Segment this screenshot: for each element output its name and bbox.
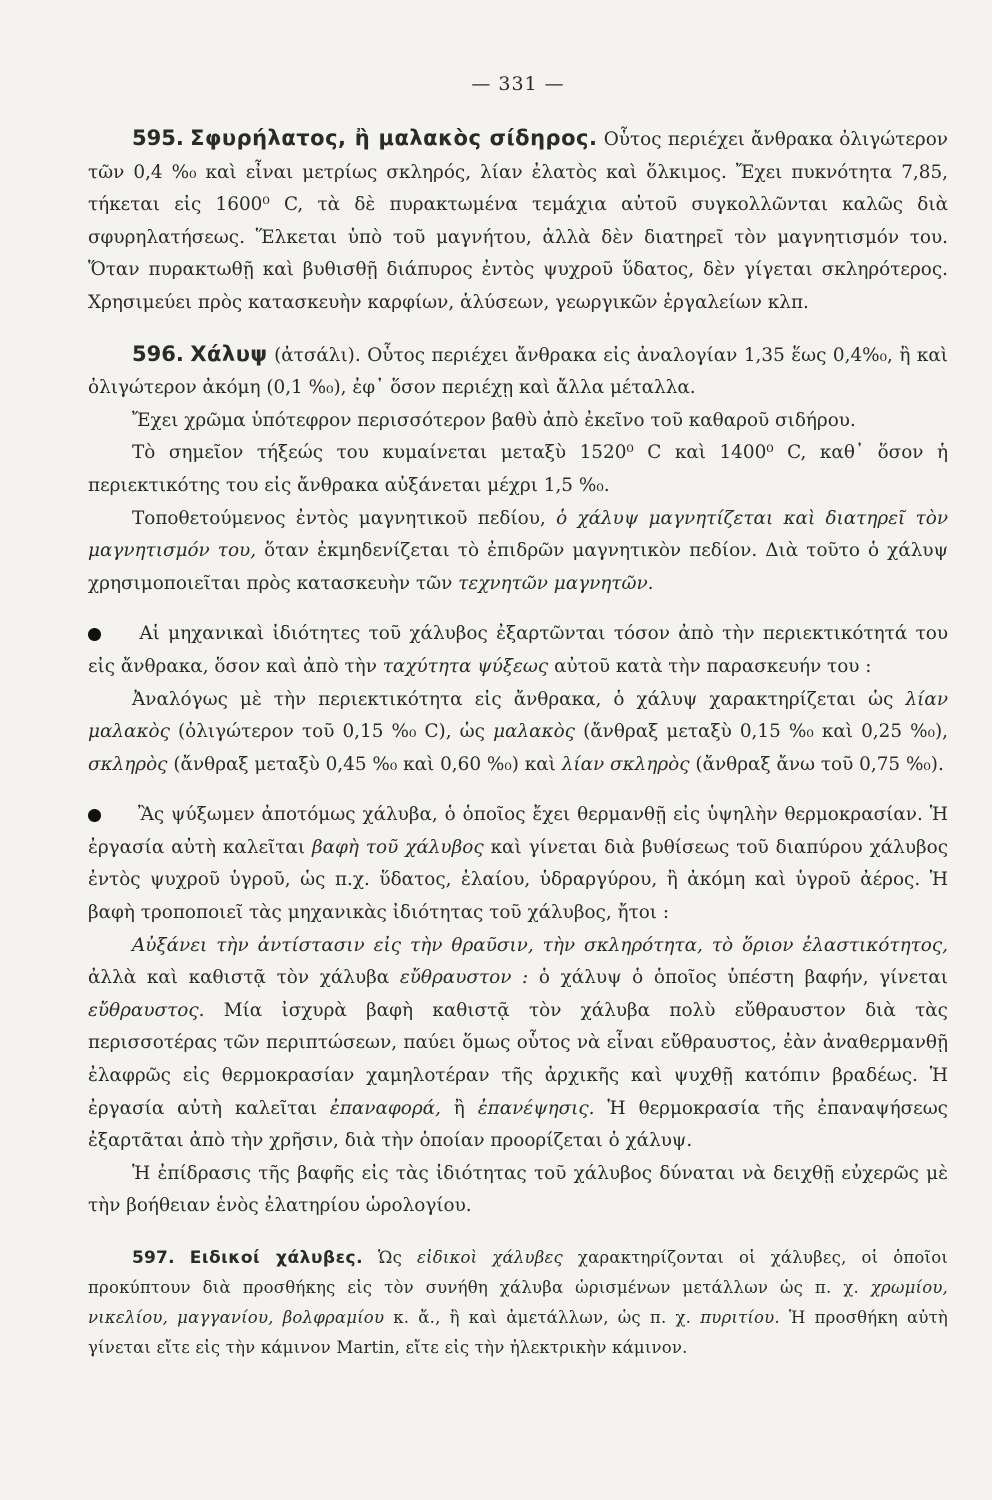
- text-run: Αἱ μηχανικαὶ ἰδιότητες τοῦ χάλυβος ἐξαρτῶνται τόσον ἀπὸ τὴν περιεκτικότητά του εἰς ἄνθρακα, ὅσον καὶ ἀπὸ τὴν: [88, 623, 948, 677]
- emphasis: ἐπανέψησις.: [477, 1097, 595, 1119]
- page-number: — 331 —: [471, 73, 565, 95]
- text-run: ἢ: [453, 1097, 465, 1119]
- text-run: καὶ γίνεται διὰ βυθίσεως τοῦ διαπύρου χάλυβος ἐντὸς ψυχροῦ ὑγροῦ, ὡς π.χ. ὕδατος, ἐλαίου, ὑδραργύρου, ἢ ἀκόμη καὶ ὑγροῦ ἀέρος. Ἡ βαφὴ τροποποιεῖ τὰς μηχανικὰς ἰδιότητας τοῦ χάλυβος, ἤτοι :: [88, 836, 949, 924]
- section-596-subtitle: (ἀτσάλι).: [274, 344, 361, 366]
- text-run: (ὀλιγώτερον τοῦ 0,15 %₀ C), ὡς: [178, 721, 485, 743]
- emphasis: λίαν σκληρὸς: [561, 753, 690, 775]
- text-run: Ἂς ψύξωμεν ἀποτόμως χάλυβα, ὁ ὁποῖος ἔχει θερμανθῇ εἰς ὑψηλὴν θερμοκρασίαν. Ἡ ἐργασία αὐτὴ καλεῖται: [88, 804, 948, 858]
- text-run: ὅταν ἐκμηδενίζεται τὸ ἐπιδρῶν μαγνητικὸν πεδίον. Διὰ τοῦτο ὁ χάλυψ χρησιμοποιεῖται πρὸς κατασκευὴν τῶν: [88, 540, 948, 594]
- emphasis: Αὐξάνει τὴν ἀντίστασιν εἰς τὴν θραῦσιν, τὴν σκληρότητα, τὸ ὅριον ἐλαστικότητος,: [132, 934, 948, 956]
- emphasis: εἰδικοὶ χάλυβες: [417, 1248, 563, 1267]
- bullet-paragraph-2: [88, 799, 948, 929]
- bullet-icon: [88, 628, 101, 641]
- text-run: χαρακτηρίζονται οἱ χάλυβες, οἱ ὁποῖοι προκύπτουν διὰ προσθήκης εἰς τὸν συνήθη χάλυβα ὡρισμένων μετάλλων ὡς π. χ.: [88, 1248, 949, 1297]
- bullet-icon: [88, 809, 101, 822]
- section-597-title: Ειδικοί χάλυβες.: [189, 1248, 364, 1268]
- emphasis: χρωμίου, νικελίου, μαγγανίου, βολφραμίου: [88, 1278, 948, 1327]
- text-run: Ὡς: [378, 1248, 403, 1267]
- emphasis: ὁ χάλυψ μαγνητίζεται καὶ διατηρεῖ τὸν μαγνητισμόν του,: [88, 507, 948, 562]
- emphasis: εὔθραυστον :: [399, 967, 529, 989]
- section-596-p1: [88, 338, 948, 405]
- section-596-p3: Τὸ σημεῖον τήξεώς του κυμαίνεται μεταξὺ 1520⁰ C καὶ 1400⁰ C, καθ᾿ ὅσον ἡ περιεκτικότης του εἰς ἄνθρακα αὐξάνεται μέχρι 1,5 %₀.: [88, 442, 948, 496]
- section-596-title: Χάλυψ: [190, 341, 268, 366]
- section-596-text-1: Οὗτος περιέχει ἄνθρακα εἰς ἀναλογίαν 1,35 ἕως 0,4%₀, ἢ καὶ ὀλιγώτερον ἀκόμη (0,1 %₀), ἐφ᾿ ὅσον περιέχῃ καὶ ἄλλα μέταλλα.: [88, 344, 948, 399]
- text-run: Μία ἰσχυρὰ βαφὴ καθιστᾷ τὸν χάλυβα πολὺ εὔθραυστον διὰ τὰς περισσοτέρας τῶν περιπτώσεων, παύει ὅμως οὗτος νὰ εἶναι εὔθραυστος, ἐὰν ἀναθερμανθῇ ἐλαφρῶς εἰς θερμοκρασίαν χαμηλοτέραν τῆς ἀρχικῆς καὶ ψυχθῇ κατόπιν βραδέως. Ἡ ἐργασία αὐτὴ καλεῖται: [88, 999, 948, 1119]
- quenching-effects: [88, 930, 948, 1158]
- text-run: (ἄνθραξ ἄνω τοῦ 0,75 %₀).: [695, 753, 944, 775]
- bullet-paragraph-1: [88, 618, 948, 683]
- section-595-title: Σφυρήλατος, ἢ μαλακὸς σίδηρος.: [190, 126, 598, 150]
- text-run: Ἀναλόγως μὲ τὴν περιεκτικότητα εἰς ἄνθρακα, ὁ χάλυψ χαρακτηρίζεται ὡς: [132, 688, 894, 710]
- text-run: ἀλλὰ καὶ καθιστᾷ τὸν χάλυβα: [88, 967, 390, 989]
- section-596-number: 596.: [132, 341, 184, 366]
- spring-demonstration: Ἡ ἐπίδρασις τῆς βαφῆς εἰς τὰς ἰδιότητας τοῦ χάλυβος δύναται νὰ δειχθῇ εὐχερῶς μὲ τὴν βοήθειαν ἑνὸς ἐλατηρίου ὡρολογίου.: [88, 1162, 948, 1217]
- section-597: [88, 1243, 948, 1363]
- emphasis: λίαν μαλακὸς: [88, 688, 948, 743]
- section-597-number: 597.: [132, 1248, 175, 1268]
- text-run: ὁ χάλυψ ὁ ὁποῖος ὑπέστη βαφήν, γίνεται: [538, 967, 948, 989]
- text-run: Ἡ θερμοκρασία τῆς ἐπαναψήσεως ἐξαρτᾶται ἀπὸ τὴν χρῆσιν, διὰ τὴν ὁποίαν προορίζεται ὁ χάλυψ.: [88, 1097, 948, 1152]
- emphasis: πυριτίου.: [700, 1308, 780, 1327]
- text-run: κ. ἄ., ἢ καὶ ἀμετάλλων, ὡς π. χ.: [393, 1308, 692, 1327]
- section-595-number: 595.: [132, 126, 184, 150]
- text-run: Ἡ προσθήκη αὐτὴ γίνεται εἴτε εἰς τὴν κάμινον Martin, εἴτε εἰς τὴν ἠλεκτρικὴν κάμινον.: [88, 1308, 948, 1357]
- emphasis: τεχνητῶν μαγνητῶν.: [458, 572, 654, 594]
- text-run: Τοποθετούμενος ἐντὸς μαγνητικοῦ πεδίου,: [132, 507, 546, 529]
- page: [88, 62, 948, 1363]
- text-run: (ἄνθραξ μεταξὺ 0,45 %₀ καὶ 0,60 %₀) καὶ: [173, 753, 556, 775]
- emphasis: ἐπαναφορά,: [329, 1097, 441, 1119]
- section-596-p4: [88, 503, 948, 601]
- emphasis: εὔθραυστος.: [88, 999, 205, 1021]
- section-595-text: Οὗτος περιέχει ἄνθρακα ὀλιγώτερον τῶν 0,4 %₀ καὶ εἶναι μετρίως σκληρός, λίαν ἐλατὸς καὶ ὅλκιμος. Ἔχει πυκνότητα 7,85, τήκεται εἰς 1600⁰ C, τὰ δὲ πυρακτωμένα τεμάχια αὐτοῦ συγκολλῶνται καλῶς διὰ σφυρηλατήσεως. Ἕλκεται ὑπὸ τοῦ μαγνήτου, ἀλλὰ δὲν διατηρεῖ τὸν μαγνητισμόν του. Ὅταν πυρακτωθῇ καὶ βυθισθῇ διάπυρος ἐντὸς ψυχροῦ ὕδατος, δὲν γίγεται σκληρότερος. Χρησιμεύει πρὸς κατασκευὴν καρφίων, ἁλύσεων, γεωργικῶν ἐργαλείων κλπ.: [88, 129, 948, 313]
- emphasis: μαλακὸς: [493, 721, 575, 743]
- emphasis: ταχύτητα ψύξεως: [382, 655, 549, 677]
- emphasis: σκληρὸς: [88, 753, 168, 775]
- emphasis: βαφὴ τοῦ χάλυβος: [311, 836, 484, 858]
- text-run: (ἄνθραξ μεταξὺ 0,15 %₀ καὶ 0,25 %₀),: [583, 721, 948, 743]
- text-run: αὐτοῦ κατὰ τὴν παρασκευήν του :: [554, 655, 872, 677]
- section-595: [88, 122, 948, 320]
- section-596-p2: Ἔχει χρῶμα ὑπότεφρον περισσότερον βαθὺ ἀπὸ ἐκεῖνο τοῦ καθαροῦ σιδήρου.: [132, 409, 856, 431]
- carbon-classification: [88, 684, 948, 782]
